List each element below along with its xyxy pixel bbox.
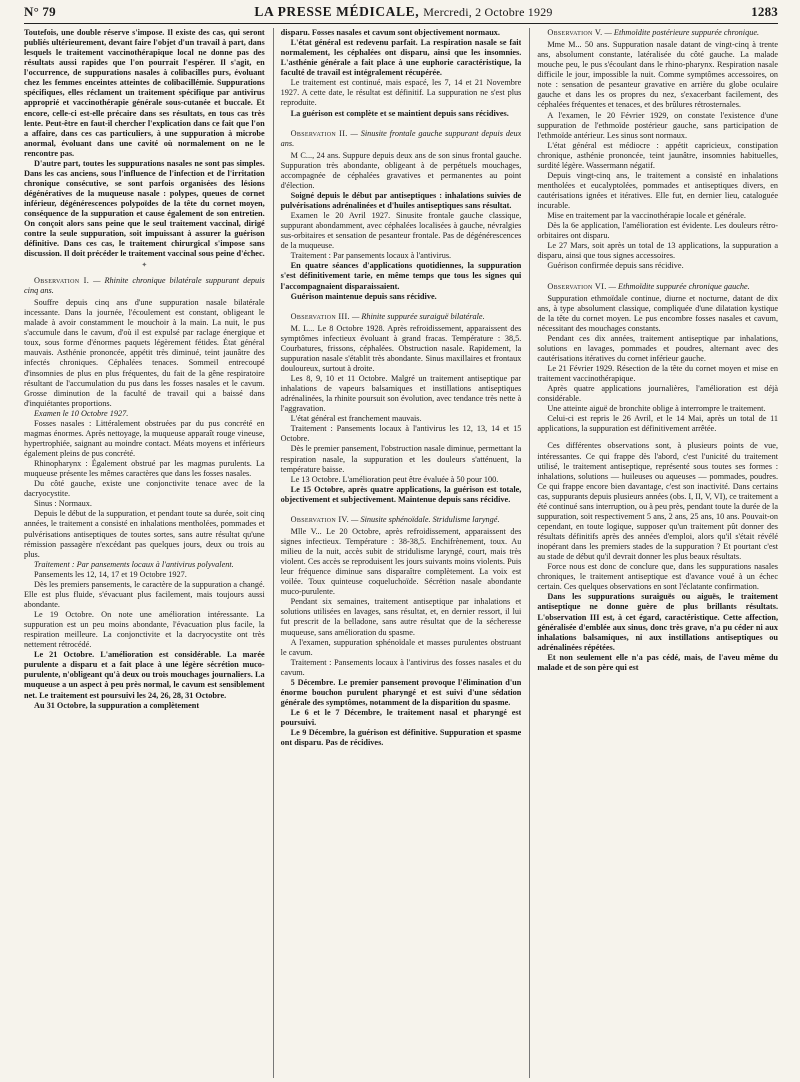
paragraph: Le 15 Octobre, après quatre applications, la guérison est totale, objectivement et subjectivement. Maintenue depuis sans récidive. — [280, 484, 522, 504]
observation-title: — Rhinite suppurée suraiguë bilatérale. — [351, 311, 485, 321]
paragraph: Guérison maintenue depuis sans récidive. — [290, 291, 437, 301]
paragraph: Traitement : Pansements locaux à l'antivirus les 12, 13, 14 et 15 Octobre. — [280, 424, 522, 444]
paragraph: Le 19 Octobre. On note une amélioration intéressante. La suppuration est un peu moins abondante, l'évacuation plus facile, la respiration meilleure. La conjonctivite et la dacryocystite ont très nettement rétrocédé. — [24, 610, 265, 650]
observation-label: Observation III. — [290, 311, 350, 321]
paragraph: Les 8, 9, 10 et 11 Octobre. Malgré un traitement antiseptique par inhalations de vapeurs balsamiques et instillations antiseptiques adrénalinées, la rhinite poursuit son évolution, avec tendance très nette à l'aggravation. — [280, 374, 522, 414]
observation-heading — [537, 28, 778, 38]
folio: 1283 — [751, 4, 778, 19]
paragraph: Pendant six semaines, traitement antiseptique par inhalations et solutions utilisées en lavages, sans résultat, et, en dernier ressort, il lui fut prescrit de la belladone, sans autre résultat que de la sécheresse muqueuse, sans amélioration du spasme. — [280, 597, 522, 637]
separator-mark: ✦ — [141, 261, 148, 270]
paragraph: Celui-ci est repris le 26 Avril, et le 14 Mai, après un total de 11 applications, la suppuration est définitivement arrêtée. — [537, 414, 779, 434]
paragraph: Au 31 Octobre, la suppuration a complètement — [34, 700, 200, 710]
paragraph: Une atteinte aiguë de bronchite oblige à interrompre le traitement. — [547, 404, 766, 414]
paragraph: Souffre depuis cinq ans d'une suppuration nasale bilatérale incessante. Dans la journée, l'écoulement est constant, obligeant le malade à avoir constamment le mouchoir à la main. La nuit, le pus s'accumule dans le cavum, d'où il est expulsé par raclage énergique et toux, sous forme d'énormes paquets légèrement fétides. État général mauvais. Asthénie prononcée, appétit très diminué, teint jaunâtre des infectés chroniques. Céphalées tenaces. Sommeil entrecoupé d'insomnies de plus en plus fréquentes, du fait de la gêne respiratoire résultant de l'accumulation du pus dans les fosses nasales et le cavum. Grosse diminution de la faculté de travail qui a baissé dans d'inquiétantes proportions. — [24, 298, 265, 408]
paragraph: Fosses nasales : Littéralement obstruées par du pus concrété en magmas énormes. Après nettoyage, la muqueuse apparaît rouge vineuse, hypertrophiée, saignant au moindre contact. Méats moyens et inférieurs également pleins de pus concrété. — [24, 418, 265, 459]
paragraph: Mise en traitement par la vaccinothérapie locale et générale. — [547, 211, 746, 221]
paragraph: Force nous est donc de conclure que, dans les suppurations nasales chroniques, le traitement antiseptique est d'avance voué à un échec certain. Ces quelques observations en sont l'éclatante confirmation. — [537, 562, 779, 592]
paragraph: Examen le 10 Octobre 1927. — [34, 408, 129, 418]
paragraph: Examen le 20 Avril 1927. Sinusite frontale gauche classique, suppurant abondamment, avec céphalées localisées à gauche, névralgies sus-orbitaires et sensation de pesanteur frontale. Pas de dégénérescences de la muqueuse. — [280, 211, 522, 251]
column-1 — [24, 28, 265, 1078]
paragraph: A l'examen, suppuration sphénoïdale et masses purulentes obstruant le cavum. — [280, 637, 522, 657]
observation-title: — Sinusite frontale gauche suppurant depuis deux ans. — [280, 128, 522, 148]
paragraph: Suppuration ethmoïdale continue, diurne et nocturne, datant de dix ans, à type absolument classique, compliquée d'une dilatation kystique de la tête du cornet moyen. Le pus encombre fosses nasales et cavum, nécessitant des mouchages constants. — [537, 293, 779, 333]
journal-title — [254, 4, 552, 20]
observation-heading — [24, 276, 265, 296]
paragraph: Depuis le début de la suppuration, et pendant toute sa durée, soit cinq années, le traitement a consisté en inhalations mentholées, pommades et pulvérisations antiseptiques de toutes sortes, sans autre résultat qu'une rémission passagère n'excédant pas quelques jours, deux ou trois au plus. — [24, 509, 265, 559]
paragraph: Mlle V... Le 20 Octobre, après refroidissement, apparaissent des signes infectieux. Température : 38-38,5. Enchifrènement, toux. Au milieu de la nuit, accès subit de stridulisme laryngé, court, mais très violent. Ces accès se reproduisent les jours suivants moins violents. Puis leur fréquence diminue sans disparaître complètement. La voix est voilée. Toux quinteuse coqueluchoïde. Sécrétion nasale abondante muco-purulente. — [280, 526, 522, 597]
columns — [24, 28, 778, 1078]
journal-name: LA PRESSE MÉDICALE, — [254, 4, 420, 19]
observation-title: — Sinusite sphénoïdale. Stridulisme laryngé. — [351, 514, 500, 524]
paragraph: Le 27 Mars, soit après un total de 13 applications, la suppuration a disparu, ainsi que tous signes accessoires. — [537, 241, 779, 261]
observation-label: Observation VI. — [547, 281, 607, 291]
paragraph: M. L... Le 8 Octobre 1928. Après refroidissement, apparaissent des symptômes infectieux évoluant à grand fracas. Température : 38,5. Courbatures, frissons, céphalées. Obstruction nasale. Rapidement, la suppuration nasale s'établit très abondante. Sinus maxillaires et frontaux douloureux, surtout à droite. — [280, 323, 522, 373]
paragraph: Le traitement est continué, mais espacé, les 7, 14 et 21 Novembre 1927. A cette date, le résultat est définitif. La suppuration ne s'est plus reproduite. — [280, 78, 522, 108]
paragraph: Le 21 Février 1929. Résection de la tête du cornet moyen et mise en traitement vaccinothérapique. — [537, 364, 779, 384]
paragraph: L'état général est redevenu parfait. La respiration nasale se fait normalement, les céphalées ont disparu, ainsi que les insomnies. L'asthénie générale a fait place à une euphorie caractéristique, la faculté de travail est intégralement récupérée. — [280, 38, 522, 78]
paragraph: Dès la 6e application, l'amélioration est évidente. Les douleurs rétro-orbitaires ont disparu. — [537, 221, 779, 241]
paragraph: Soigné depuis le début par antiseptiques : inhalations suivies de pulvérisations adrénalinées et d'huiles antiseptiques sans résultat. — [280, 190, 522, 210]
paragraph: Le 13 Octobre. L'amélioration peut être évaluée à 50 pour 100. — [290, 474, 499, 484]
paragraph: M C..., 24 ans. Suppure depuis deux ans de son sinus frontal gauche. Suppuration très abondante, obligeant à de perpétuels mouchages, accompagnée de céphalées gravatives et permanentes au point d'élection. — [280, 150, 522, 190]
paragraph: Le 9 Décembre, la guérison est définitive. Suppuration et spasme ont disparu. Pas de récidives. — [280, 728, 522, 748]
observation-label: Observation I. — [34, 275, 90, 285]
paragraph: Traitement : Par pansements locaux à l'antivirus polyvalent. — [34, 559, 234, 569]
paragraph: A l'examen, le 20 Février 1929, on constate l'existence d'une suppuration de l'ethmoïde postérieur gauche, sans participation de l'ethmoïde antérieur. Les sinus sont normaux. — [537, 110, 779, 140]
observation-title: — Ethmoïdite postérieure suppurée chronique. — [604, 28, 760, 37]
paragraph: 5 Décembre. Le premier pansement provoque l'élimination d'un énorme bouchon purulent pharyngé et est suivi d'une sédation générale des symptômes, notamment de la disparition du spasme. — [280, 677, 522, 707]
paragraph: Et non seulement elle n'a pas cédé, mais, de l'aveu même du malade et de son père qui est — [537, 652, 779, 672]
paragraph: Dans les suppurations suraiguës ou aiguës, le traitement antiseptique ne donne guère de plus brillants résultats. L'observation III est, à cet égard, caractéristique. Cette affection, généralisée d'emblée aux sinus, donc très grave, n'a pu céder ni aux inhalations balsamiques, ni aux instillations antiseptiques ou adrénalinées répétées. — [537, 592, 779, 652]
paragraph: disparu. Fosses nasales et cavum sont objectivement normaux. — [280, 28, 500, 37]
page-number: N° 79 — [24, 4, 56, 19]
paragraph: Guérison confirmée depuis sans récidive. — [547, 261, 684, 271]
paragraph: L'état général est franchement mauvais. — [290, 414, 422, 424]
observation-title: — Rhinite chronique bilatérale suppurant depuis cinq ans. — [24, 275, 265, 296]
observation-heading — [281, 129, 522, 149]
paragraph: Le 21 Octobre. L'amélioration est considérable. La marée purulente a disparu et a fait place à une légère sécrétion muco-purulente, n'obligeant qu'à deux ou trois mouchages journaliers. La muqueuse a un aspect à peu près normal, le cavum est sensiblement net. Le traitement est poursuivi les 24, 26, 28, 31 Octobre. — [24, 650, 265, 700]
observation-label: Observation IV. — [290, 514, 349, 524]
observation-label: Observation II. — [290, 128, 348, 138]
paragraph: Mme M... 50 ans. Suppuration nasale datant de vingt-cinq à trente ans, absolument constante, latéralisée du côté gauche. La malade mouche peu, le pus s'écoulant dans le rhino-pharynx. Respiration nasale difficile le jour, impossible la nuit. Comme symptômes accessoires, on note : sensation de pesanteur gravative en arrière du globe oculaire gauche et dans les os propres du nez, s'exacerbant facilement, des céphalées fréquentes et tenaces, et des brûlures rétrosternales. — [537, 40, 779, 110]
issue-date: Mercredi, 2 Octobre 1929 — [423, 5, 553, 19]
paragraph: Dès les premiers pansements, le caractère de la suppuration a changé. Elle est plus fluide, s'évacuant plus facilement, mais toujours aussi abondante. — [24, 579, 265, 609]
column-3 — [529, 28, 778, 1078]
paragraph: Traitement : Pansements locaux à l'antivirus des fosses nasales et du cavum. — [280, 657, 522, 677]
paragraph: Pendant ces dix années, traitement antiseptique par inhalations, solutions en lavages, pommades et poudres, alternant avec des cautérisations itératives du cornet inférieur gauche. — [537, 333, 779, 363]
paragraph: D'autre part, toutes les suppurations nasales ne sont pas simples. Dans les cas anciens, sous l'influence de l'infection et de l'irritation chronique consécutive, se sont parfois organisées des lésions dégénératives de la muqueuse nasale : polypes, queues de cornet inférieur, dégénérescences polypoïdes de la tête du cornet moyen, conséquence de la suppuration et cause également de son entretien. On conçoit alors sans peine que le seul traitement vaccinal, dirigé contre la seule suppuration, soit impuissant à assurer la guérison définitive. Dans ces cas, le traitement chirurgical s'impose sans discussion. Il doit précéder le traitement vaccinal sous peine d'échec. — [24, 158, 265, 259]
paragraph: Après quatre applications journalières, l'amélioration est déjà considérable. — [537, 384, 779, 404]
observation-label: Observation V. — [547, 28, 603, 37]
paragraph: L'état général est médiocre : appétit capricieux, constipation chronique, asthénie prononcée, teint jaunâtre, insomnies habituelles, surdité légère. Wassermann négatif. — [537, 140, 779, 170]
paragraph: Depuis vingt-cinq ans, le traitement a consisté en inhalations mentholées et eucalyptolées, pommades et antiseptiques divers, en cautérisations ignées et itératives. Elle fut, en dernier lieu, cataloguée incurable. — [537, 170, 779, 211]
observation-heading — [281, 515, 522, 525]
page-header — [24, 4, 778, 24]
paragraph: La guérison est complète et se maintient depuis sans récidives. — [290, 108, 509, 118]
paragraph: Sinus : Normaux. — [34, 499, 92, 509]
observation-title: — Ethmoïdite suppurée chronique gauche. — [608, 281, 750, 291]
paragraph: Ces différentes observations sont, à plusieurs points de vue, intéressantes. Ce qui frappe dès l'abord, c'est l'unicité du traitement utilisé, le traitement antiseptique, représenté sous toutes ses formes : inhalations, solutions — huileuses ou aqueuses — pommades, poudres. Ce qui frappe encore bien davantage, c'est son inactivité. Dans certains cas, suppurants depuis plusieurs années (obs. I, II, V, VI), ce traitement a été continué sans interruption, ou à peu près, pendant toute la durée de la suppuration, soit respectivement 5 ans, 2 ans, 25 ans, 10 ans. Pouvait-on cependant, en toute logique, supposer qu'un traitement pût donner des résultats définitifs après des années d'emploi, alors qu'il s'était révélé inopérant dans les premiers stades de la suppuration ? Et pourtant c'est au stade de début qu'il devrait donner les plus beaux résultats. — [537, 441, 779, 562]
paragraph: Le 6 et le 7 Décembre, le traitement nasal et pharyngé est poursuivi. — [280, 708, 522, 728]
observation-heading — [281, 312, 522, 322]
paragraph: Traitement : Par pansements locaux à l'antivirus. — [290, 251, 452, 261]
observation-heading — [537, 282, 778, 292]
paragraph: Du côté gauche, existe une conjonctivite tenace avec de la dacryocystite. — [24, 479, 265, 499]
paragraph: Pansements les 12, 14, 17 et 19 Octobre 1927. — [34, 569, 187, 579]
paragraph: Dès le premier pansement, l'obstruction nasale diminue, permettant la respiration nasale, la suppuration et les douleurs s'atténuent, la température baisse. — [280, 444, 522, 474]
column-2 — [273, 28, 522, 1078]
paragraph: Toutefois, une double réserve s'impose. Il existe des cas, qui seront publiés ultérieurement, devant faire l'objet d'un travail à part, dans lesquels le traitement vaccinothérapique local ne donne pas des résultats aussi rapides que l'on pourrait l'espérer. Il s'agit, en l'occurrence, de suppurations nasales à colibacilles purs, évoluant chez les femmes enceintes atteintes de colibacillémie. Suppurations spécifiques, elles réclament un traitement spécifique par antivirus approprié et vaccinothérapie générale sous-cutanée et buccale. Et encore, celle-ci est-elle précaire dans ses résultats, en tous cas très lente. Peut-être en faut-il chercher l'explication dans ce fait que l'on a affaire, dans ces cas particuliers, à une suppuration à microbe anormal, évoluant dans une cavité où normalement on ne le rencontre pas. — [24, 28, 265, 158]
paragraph: En quatre séances d'applications quotidiennes, la suppuration s'est définitivement tarie, en même temps que tous les signes qui l'accompagnaient disparaissaient. — [280, 261, 522, 291]
paragraph: Rhinopharynx : Également obstrué par les magmas purulents. La muqueuse présente les mêmes caractères que dans les fosses nasales. — [24, 459, 265, 479]
